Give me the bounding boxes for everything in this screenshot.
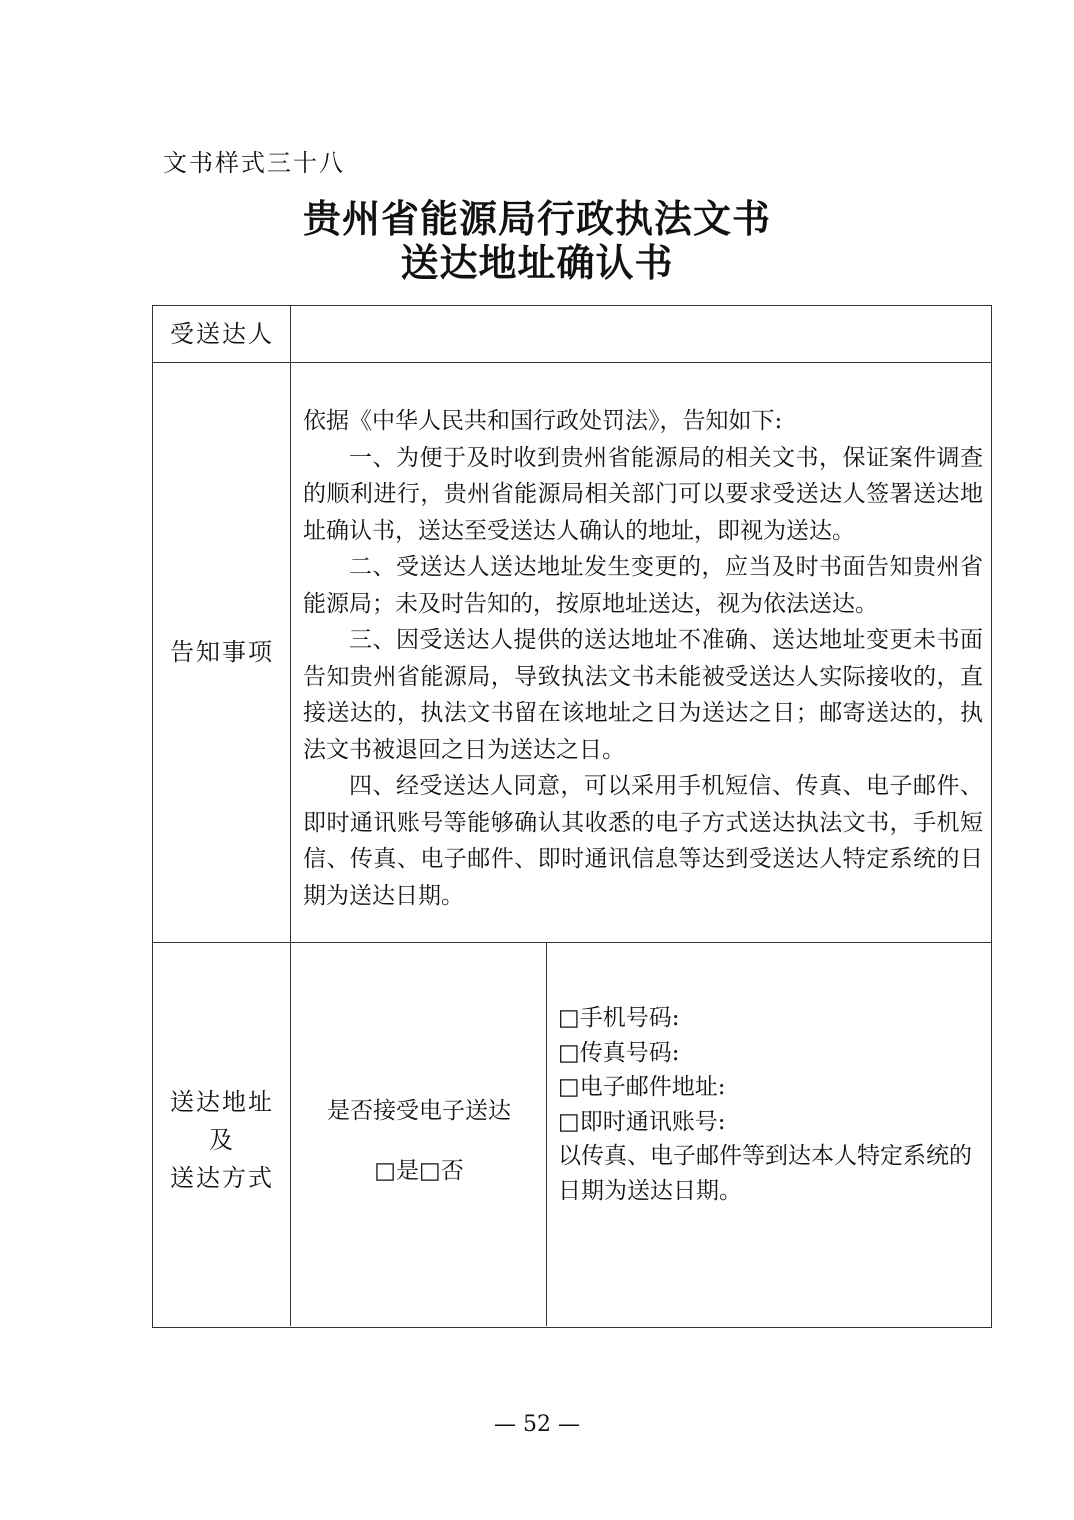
notice-content bbox=[303, 403, 983, 914]
email-address-field[interactable]: □电子邮件地址: bbox=[558, 1074, 726, 1100]
table-divider bbox=[546, 942, 547, 1326]
notice-intro: 依据《中华人民共和国行政处罚法》，告知如下: bbox=[303, 408, 783, 434]
delivery-label-line: 及 bbox=[209, 1126, 235, 1154]
notice-label: 告知事项 bbox=[170, 638, 274, 666]
notice-item-1: 一、为便于及时收到贵州省能源局的相关文书，保证案件调查的顺利进行，贵州省能源局相关部门可以要求受送达人签署送达地址确认书，送达至受送达人确认的地址，即视为送达。 bbox=[303, 444, 983, 544]
delivery-label bbox=[153, 1083, 291, 1197]
electronic-delivery-options[interactable]: □是□否 bbox=[374, 1158, 464, 1184]
delivery-label-line: 送达地址 bbox=[170, 1088, 274, 1116]
notice-item-4: 四、经受送达人同意，可以采用手机短信、传真、电子邮件、即时通讯账号等能够确认其收悉的电子方式送达执法文书，手机短信、传真、电子邮件、即时通讯信息等达到受送达人特定系统的日期为送达日期。 bbox=[303, 773, 983, 909]
page-number: — 52 — bbox=[494, 1412, 580, 1437]
notice-item-3: 三、因受送达人提供的送达地址不准确、送达地址变更未书面告知贵州省能源局，导致执法文书未能被受送达人实际接收的，直接送达的，执法文书留在该地址之日为送达之日；邮寄送达的，执法文书被退回之日为送达之日。 bbox=[303, 627, 983, 763]
document-title: 贵州省能源局行政执法文书 bbox=[302, 197, 771, 241]
document-subtitle: 送达地址确认书 bbox=[400, 241, 674, 285]
phone-number-field[interactable]: □手机号码: bbox=[558, 1005, 680, 1031]
document-style-label: 文书样式三十八 bbox=[163, 149, 345, 177]
recipient-value-cell[interactable] bbox=[303, 315, 983, 353]
service-address-form-table bbox=[152, 305, 992, 1328]
delivery-date-note: 以传真、电子邮件等到达本人特定系统的日期为送达日期。 bbox=[558, 1143, 972, 1204]
notice-item-2: 二、受送达人送达地址发生变更的，应当及时书面告知贵州省能源局；未及时告知的，按原地址送达，视为依法送达。 bbox=[303, 554, 983, 617]
fax-number-field[interactable]: □传真号码: bbox=[558, 1039, 680, 1066]
recipient-label: 受送达人 bbox=[170, 320, 274, 348]
delivery-label-line: 送达方式 bbox=[170, 1164, 274, 1192]
im-account-field[interactable]: □即时通讯账号: bbox=[558, 1108, 726, 1135]
electronic-delivery-question: 是否接受电子送达 bbox=[327, 1098, 511, 1124]
table-divider bbox=[153, 942, 991, 943]
table-divider bbox=[153, 362, 991, 363]
contact-methods bbox=[558, 1001, 986, 1208]
